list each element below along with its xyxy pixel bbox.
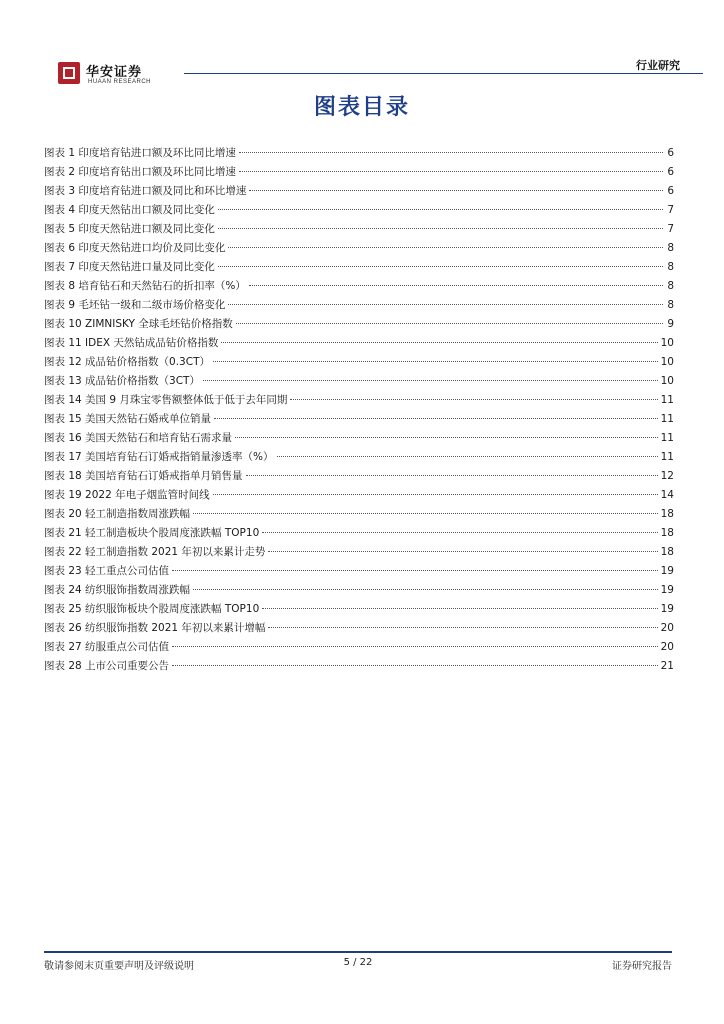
toc-entry-title[interactable]: 图表 13 成品钻价格指数（3CT） (44, 375, 200, 387)
toc-entry[interactable] (44, 144, 674, 163)
toc-leader-dots (239, 152, 663, 153)
toc-entry[interactable] (44, 334, 674, 353)
toc-leader-dots (249, 190, 663, 191)
toc-entry[interactable] (44, 277, 674, 296)
toc-entry[interactable] (44, 638, 674, 657)
toc-entry-page[interactable]: 8 (667, 299, 674, 311)
toc-entry[interactable] (44, 182, 674, 201)
toc-entry[interactable] (44, 467, 674, 486)
toc-entry[interactable] (44, 619, 674, 638)
toc-entry-title[interactable]: 图表 12 成品钻价格指数（0.3CT） (44, 356, 210, 368)
footer-divider (44, 951, 672, 953)
toc-entry[interactable] (44, 258, 674, 277)
toc-entry-page[interactable]: 18 (660, 527, 674, 539)
toc-entry-title[interactable]: 图表 6 印度天然钻进口均价及同比变化 (44, 242, 226, 254)
toc-entry-page[interactable]: 11 (660, 394, 674, 406)
report-type: 证券研究报告 (612, 961, 672, 972)
toc-leader-dots (172, 570, 658, 571)
toc-leader-dots (268, 627, 657, 628)
toc-entry[interactable] (44, 315, 674, 334)
toc-leader-dots (228, 247, 663, 248)
toc-entry-title[interactable]: 图表 4 印度天然钻出口额及同比变化 (44, 204, 215, 216)
toc-entry-title[interactable]: 图表 15 美国天然钻石婚戒单位销量 (44, 413, 212, 425)
toc-entry-page[interactable]: 6 (667, 166, 674, 178)
toc-leader-dots (246, 475, 658, 476)
toc-entry[interactable] (44, 543, 674, 562)
toc-entry[interactable] (44, 581, 674, 600)
toc-entry[interactable] (44, 524, 674, 543)
toc-entry-title[interactable]: 图表 7 印度天然钻进口量及同比变化 (44, 261, 215, 273)
toc-entry-page[interactable]: 18 (660, 508, 674, 520)
toc-leader-dots (218, 228, 663, 229)
toc-entry-page[interactable]: 10 (660, 375, 674, 387)
toc-entry-title[interactable]: 图表 8 培育钻石和天然钻石的折扣率（%） (44, 280, 246, 292)
toc-entry-title[interactable]: 图表 9 毛坯钻一级和二级市场价格变化 (44, 299, 226, 311)
toc-leader-dots (268, 551, 657, 552)
toc-entry-page[interactable]: 20 (660, 622, 674, 634)
toc-entry-page[interactable]: 6 (667, 147, 674, 159)
toc-leader-dots (228, 304, 663, 305)
toc-entry-title[interactable]: 图表 17 美国培育钻石订婚戒指销量渗透率（%） (44, 451, 274, 463)
toc-entry-page[interactable]: 19 (660, 584, 674, 596)
toc-leader-dots (218, 209, 663, 210)
toc-entry-title[interactable]: 图表 10 ZIMNISKY 全球毛坯钻价格指数 (44, 318, 233, 330)
toc-entry[interactable] (44, 486, 674, 505)
toc-entry[interactable] (44, 296, 674, 315)
toc-leader-dots (172, 646, 658, 647)
toc-entry-title[interactable]: 图表 11 IDEX 天然钻成品钻价格指数 (44, 337, 219, 349)
toc-entry-title[interactable]: 图表 26 纺织服饰指数 2021 年初以来累计增幅 (44, 622, 266, 634)
toc-entry[interactable] (44, 657, 674, 676)
toc-entry-page[interactable]: 20 (660, 641, 674, 653)
toc-entry-title[interactable]: 图表 18 美国培育钻石订婚戒指单月销售量 (44, 470, 243, 482)
toc-entry[interactable] (44, 220, 674, 239)
toc-entry-title[interactable]: 图表 27 纺服重点公司估值 (44, 641, 170, 653)
toc-leader-dots (213, 361, 658, 362)
toc-leader-dots (218, 266, 663, 267)
toc-entry[interactable] (44, 353, 674, 372)
logo-text-en: HUAAN RESEARCH (88, 79, 152, 85)
toc-entry-page[interactable]: 8 (667, 280, 674, 292)
header-divider (184, 73, 703, 74)
toc-entry[interactable] (44, 505, 674, 524)
toc-entry-page[interactable]: 11 (660, 413, 674, 425)
page-number: 5 / 22 (343, 957, 373, 968)
toc-entry-page[interactable]: 12 (660, 470, 674, 482)
toc-entry[interactable] (44, 410, 674, 429)
page-header (44, 60, 680, 88)
toc-entry-page[interactable]: 14 (660, 489, 674, 501)
toc-entry-title[interactable]: 图表 5 印度天然钻进口额及同比变化 (44, 223, 215, 235)
toc-entry-title[interactable]: 图表 20 轻工制造指数周涨跌幅 (44, 508, 191, 520)
toc-entry-page[interactable]: 10 (660, 356, 674, 368)
footer-disclaimer: 敬请参阅末页重要声明及评级说明 (44, 961, 194, 972)
toc-entry-title[interactable]: 图表 25 纺织服饰板块个股周度涨跌幅 TOP10 (44, 603, 260, 615)
toc-leader-dots (213, 494, 658, 495)
toc-entry-title[interactable]: 图表 28 上市公司重要公告 (44, 660, 170, 672)
toc-entry[interactable] (44, 448, 674, 467)
toc-entry[interactable] (44, 239, 674, 258)
toc-entry-page[interactable]: 9 (667, 318, 674, 330)
toc-list (44, 144, 674, 676)
toc-entry-page[interactable]: 21 (660, 660, 674, 672)
toc-leader-dots (193, 589, 658, 590)
toc-entry[interactable] (44, 562, 674, 581)
toc-entry-title[interactable]: 图表 21 轻工制造板块个股周度涨跌幅 TOP10 (44, 527, 260, 539)
toc-entry-page[interactable]: 11 (660, 432, 674, 444)
toc-entry-page[interactable]: 7 (667, 223, 674, 235)
toc-entry[interactable] (44, 391, 674, 410)
toc-entry-title[interactable]: 图表 19 2022 年电子烟监管时间线 (44, 489, 210, 501)
toc-entry-title[interactable]: 图表 24 纺织服饰指数周涨跌幅 (44, 584, 191, 596)
toc-entry-title[interactable]: 图表 22 轻工制造指数 2021 年初以来累计走势 (44, 546, 266, 558)
toc-entry-page[interactable]: 11 (660, 451, 674, 463)
toc-entry[interactable] (44, 429, 674, 448)
toc-entry-page[interactable]: 6 (667, 185, 674, 197)
toc-leader-dots (221, 342, 657, 343)
toc-leader-dots (290, 399, 657, 400)
toc-entry-page[interactable]: 8 (667, 242, 674, 254)
huaan-logo-icon (58, 62, 80, 84)
toc-leader-dots (262, 532, 657, 533)
toc-leader-dots (277, 456, 658, 457)
toc-leader-dots (214, 418, 658, 419)
toc-entry-title[interactable]: 图表 14 美国 9 月珠宝零售额整体低于低于去年同期 (44, 394, 288, 406)
toc-entry[interactable] (44, 372, 674, 391)
toc-entry[interactable] (44, 163, 674, 182)
toc-entry-page[interactable]: 19 (660, 603, 674, 615)
toc-entry-title[interactable]: 图表 1 印度培育钻进口额及环比同比增速 (44, 147, 236, 159)
toc-leader-dots (249, 285, 663, 286)
page-title: 图表目录 (313, 95, 410, 120)
toc-leader-dots (262, 608, 657, 609)
toc-leader-dots (235, 437, 658, 438)
header-label: 行业研究 (636, 59, 680, 72)
toc-entry-page[interactable]: 7 (667, 204, 674, 216)
logo-text-cn: 华安证券 (86, 65, 143, 80)
toc-leader-dots (172, 665, 658, 666)
toc-entry-title[interactable]: 图表 16 美国天然钻石和培育钻石需求量 (44, 432, 233, 444)
toc-entry[interactable] (44, 201, 674, 220)
toc-entry-page[interactable]: 19 (660, 565, 674, 577)
toc-entry-title[interactable]: 图表 3 印度培育钻进口额及同比和环比增速 (44, 185, 247, 197)
toc-entry-page[interactable]: 10 (660, 337, 674, 349)
toc-leader-dots (193, 513, 658, 514)
toc-entry[interactable] (44, 600, 674, 619)
toc-leader-dots (203, 380, 658, 381)
toc-entry-title[interactable]: 图表 2 印度培育钻出口额及环比同比增速 (44, 166, 236, 178)
toc-leader-dots (239, 171, 663, 172)
toc-entry-page[interactable]: 8 (667, 261, 674, 273)
toc-entry-page[interactable]: 18 (660, 546, 674, 558)
toc-entry-title[interactable]: 图表 23 轻工重点公司估值 (44, 565, 170, 577)
toc-leader-dots (236, 323, 663, 324)
